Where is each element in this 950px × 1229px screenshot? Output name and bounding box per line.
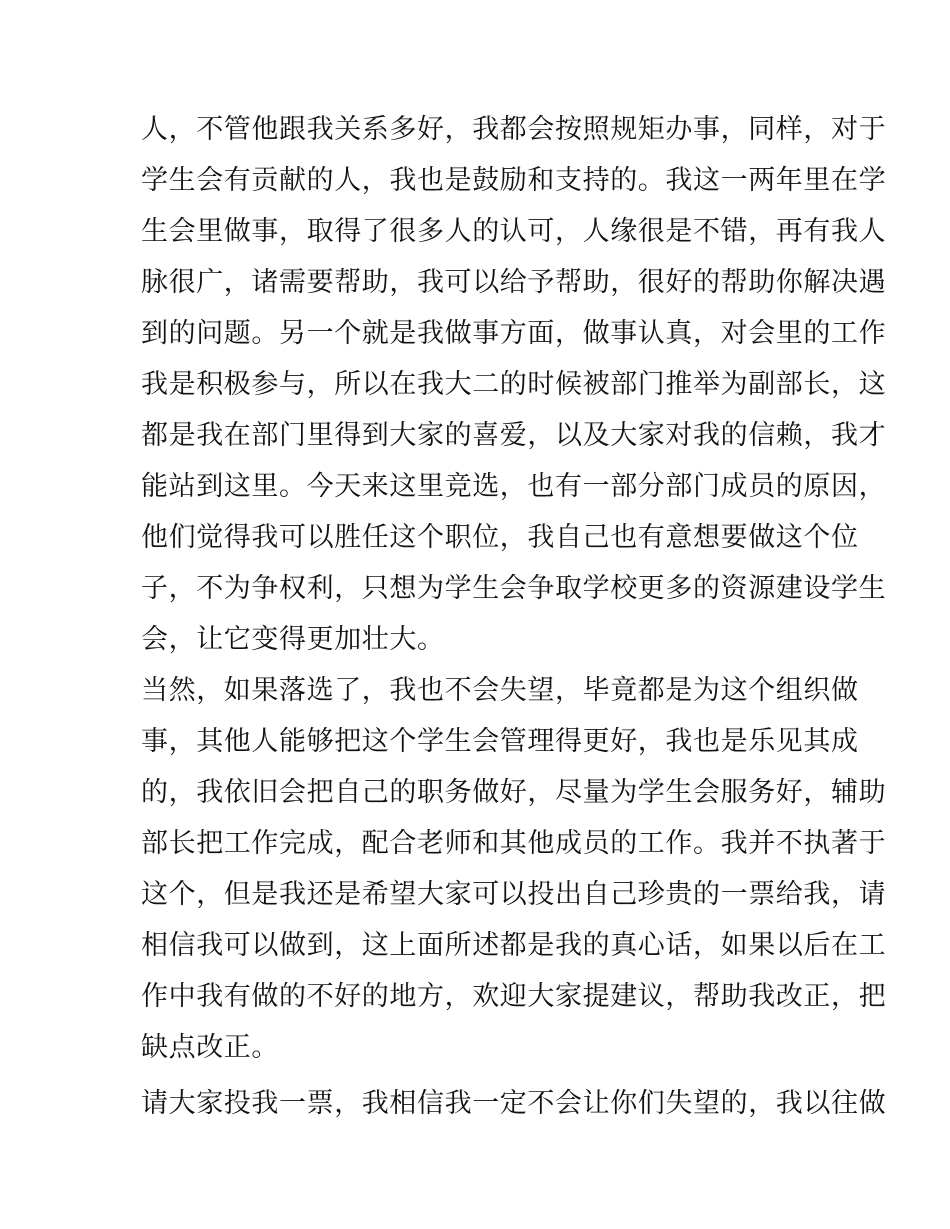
paragraph-2-line-8: 缺点改正。 <box>141 1032 279 1063</box>
paragraph-1-line-5: 到的问题。另一个就是我做事方面，做事认真，对会里的工作 <box>141 318 887 349</box>
paragraph-1-line-9: 他们觉得我可以胜任这个职位，我自己也有意想要做这个位 <box>141 522 859 553</box>
paragraph-1-line-3: 生会里做事，取得了很多人的认可，人缘很是不错，再有我人 <box>141 216 887 247</box>
paragraph-1-line-6: 我是积极参与，所以在我大二的时候被部门推举为副部长，这 <box>141 369 887 400</box>
paragraph-1-line-1: 人，不管他跟我关系多好，我都会按照规矩办事，同样，对于 <box>141 114 887 145</box>
paragraph-2-line-5: 这个，但是我还是希望大家可以投出自己珍贵的一票给我，请 <box>141 879 887 910</box>
paragraph-1-line-11: 会，让它变得更加壮大。 <box>141 624 445 655</box>
paragraph-1-line-7: 都是我在部门里得到大家的喜爱，以及大家对我的信赖，我才 <box>141 420 887 451</box>
paragraph-2-line-3: 的，我依旧会把自己的职务做好，尽量为学生会服务好，辅助 <box>141 777 887 808</box>
paragraph-2-line-7: 作中我有做的不好的地方，欢迎大家提建议，帮助我改正，把 <box>141 981 887 1012</box>
paragraph-2-line-1: 当然，如果落选了，我也不会失望，毕竟都是为这个组织做 <box>141 675 859 706</box>
paragraph-1-line-8: 能站到这里。今天来这里竞选，也有一部分部门成员的原因， <box>141 471 887 502</box>
paragraph-2-line-6: 相信我可以做到，这上面所述都是我的真心话，如果以后在工 <box>141 930 887 961</box>
paragraph-1-line-10: 子，不为争权利，只想为学生会争取学校更多的资源建设学生 <box>141 573 887 604</box>
paragraph-1-line-2: 学生会有贡献的人，我也是鼓励和支持的。我这一两年里在学 <box>141 165 887 196</box>
paragraph-2-line-4: 部长把工作完成，配合老师和其他成员的工作。我并不执著于 <box>141 828 887 859</box>
paragraph-1-line-4: 脉很广，诸需要帮助，我可以给予帮助，很好的帮助你解决遇 <box>141 267 887 298</box>
paragraph-3-line-1: 请大家投我一票，我相信我一定不会让你们失望的，我以往做 <box>141 1088 887 1119</box>
paragraph-2-line-2: 事，其他人能够把这个学生会管理得更好，我也是乐见其成 <box>141 726 859 757</box>
